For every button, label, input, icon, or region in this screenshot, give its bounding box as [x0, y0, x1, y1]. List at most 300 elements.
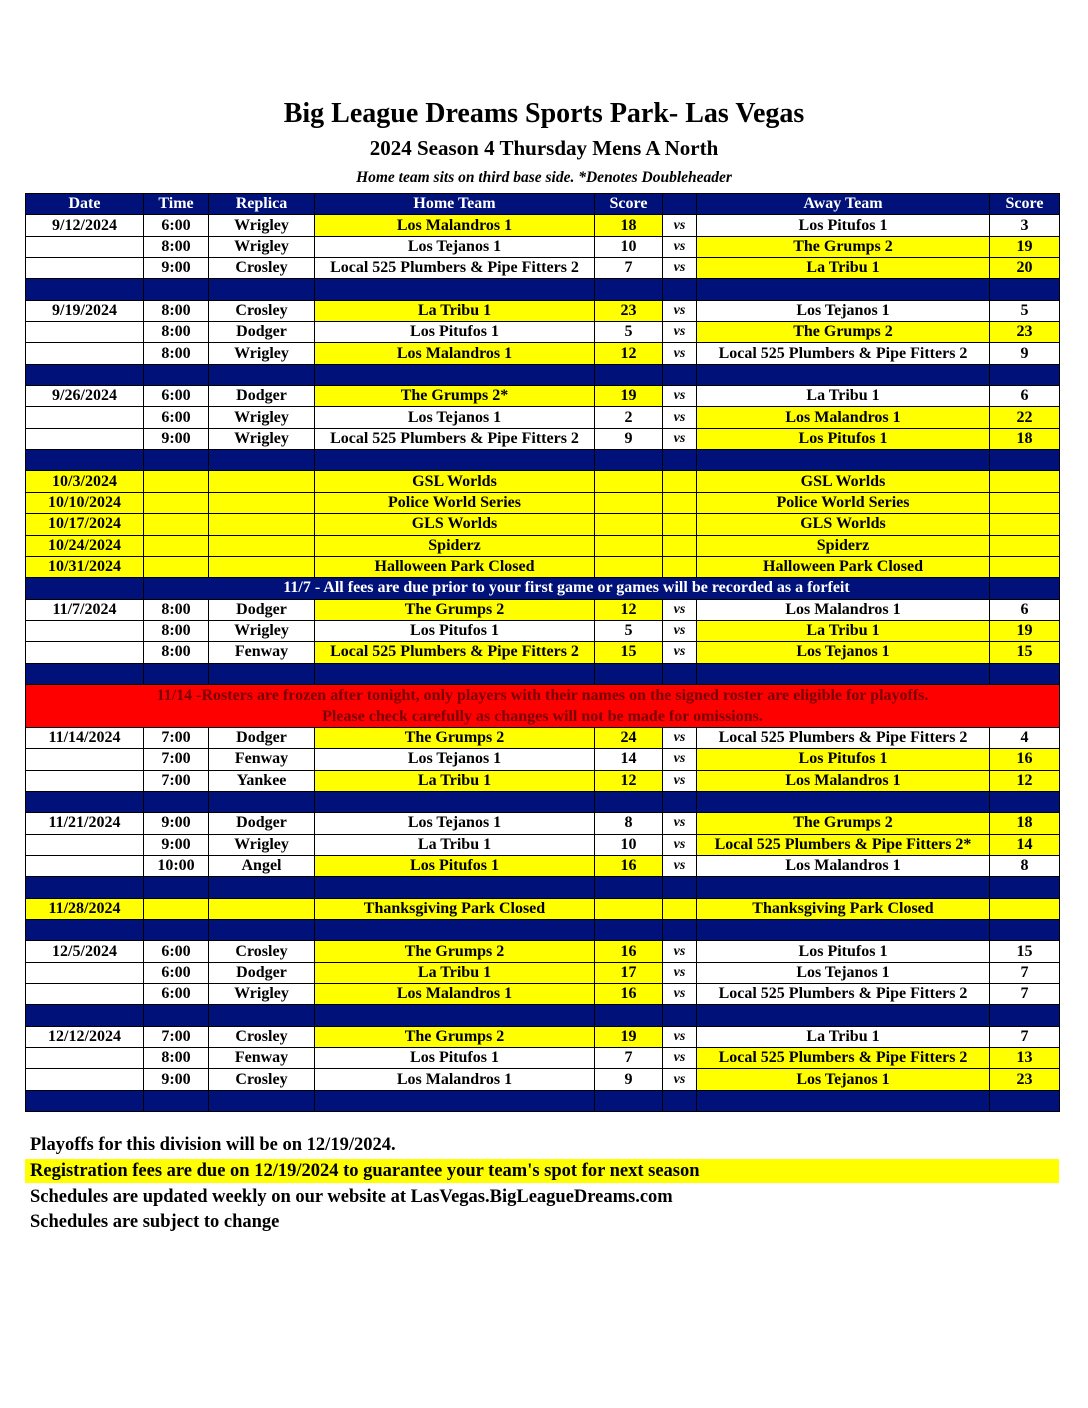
separator-cell: [315, 1090, 595, 1111]
field-replica: Wrigley: [209, 407, 315, 428]
empty-cell: [663, 556, 697, 577]
roster-alert-row: [26, 684, 1060, 727]
separator-cell: [209, 920, 315, 941]
field-replica: Angel: [209, 855, 315, 876]
home-team: Los Pitufos 1: [315, 620, 595, 641]
empty-cell: [209, 556, 315, 577]
game-row: [26, 834, 1060, 855]
empty-cell: [595, 471, 663, 492]
separator-cell: [663, 279, 697, 300]
separator-cell: [595, 279, 663, 300]
field-replica: Wrigley: [209, 215, 315, 236]
empty-cell: [209, 898, 315, 919]
away-team: Los Pitufos 1: [697, 749, 990, 770]
event-date: 11/28/2024: [26, 898, 144, 919]
home-team: Los Malandros 1: [315, 343, 595, 364]
event-away-label: Halloween Park Closed: [697, 556, 990, 577]
game-date: [26, 620, 144, 641]
vs-label: vs: [663, 813, 697, 834]
game-time: 6:00: [144, 984, 209, 1005]
game-row: [26, 813, 1060, 834]
vs-label: vs: [663, 322, 697, 343]
empty-cell: [144, 492, 209, 513]
home-score: 24: [595, 727, 663, 748]
separator-cell: [990, 1005, 1060, 1026]
game-date: 11/7/2024: [26, 599, 144, 620]
away-score: 23: [990, 1069, 1060, 1090]
vs-label: vs: [663, 386, 697, 407]
away-team: La Tribu 1: [697, 620, 990, 641]
vs-label: vs: [663, 407, 697, 428]
event-home-label: GSL Worlds: [315, 471, 595, 492]
fees-notice: 11/7 - All fees are due prior to your first game or games will be recorded as a forfeit: [144, 578, 990, 599]
separator-cell: [209, 663, 315, 684]
vs-label: vs: [663, 941, 697, 962]
away-team: Los Malandros 1: [697, 770, 990, 791]
separator-cell: [144, 1005, 209, 1026]
event-date: 10/17/2024: [26, 514, 144, 535]
away-score: 15: [990, 941, 1060, 962]
event-home-label: Spiderz: [315, 535, 595, 556]
game-row: [26, 215, 1060, 236]
separator-cell: [697, 1090, 990, 1111]
home-team: The Grumps 2: [315, 1026, 595, 1047]
separator-cell: [209, 1090, 315, 1111]
game-time: 9:00: [144, 813, 209, 834]
week-separator-row: [26, 450, 1060, 471]
game-time: 7:00: [144, 727, 209, 748]
away-team: Los Malandros 1: [697, 407, 990, 428]
empty-cell: [209, 514, 315, 535]
away-score: 18: [990, 813, 1060, 834]
separator-cell: [697, 364, 990, 385]
away-score: 9: [990, 343, 1060, 364]
event-away-label: Police World Series: [697, 492, 990, 513]
home-score: 7: [595, 258, 663, 279]
col-header-time: Time: [144, 194, 209, 215]
game-row: [26, 727, 1060, 748]
col-header-replica: Replica: [209, 194, 315, 215]
registration-note: Registration fees are due on 12/19/2024 to guarantee your team's spot for next season: [25, 1159, 1059, 1183]
game-date: [26, 343, 144, 364]
game-row: [26, 770, 1060, 791]
away-team: Los Pitufos 1: [697, 941, 990, 962]
game-row: [26, 855, 1060, 876]
vs-label: vs: [663, 770, 697, 791]
roster-alert-line: 11/14 -Rosters are frozen after tonight, only players with their names on the signed roster are eligible for playoffs.: [156, 686, 929, 704]
empty-cell: [144, 514, 209, 535]
away-score: 19: [990, 620, 1060, 641]
week-separator-row: [26, 279, 1060, 300]
game-time: 9:00: [144, 1069, 209, 1090]
separator-cell: [144, 920, 209, 941]
fees-notice-row: [26, 578, 1060, 599]
away-score: 16: [990, 749, 1060, 770]
separator-cell: [144, 364, 209, 385]
home-score: 16: [595, 941, 663, 962]
separator-cell: [990, 364, 1060, 385]
separator-cell: [315, 450, 595, 471]
game-row: [26, 258, 1060, 279]
separator-cell: [209, 450, 315, 471]
field-replica: Dodger: [209, 599, 315, 620]
event-away-label: Spiderz: [697, 535, 990, 556]
home-team: La Tribu 1: [315, 300, 595, 321]
away-score: 7: [990, 962, 1060, 983]
game-row: [26, 322, 1060, 343]
empty-cell: [595, 556, 663, 577]
away-score: 6: [990, 599, 1060, 620]
empty-cell: [209, 492, 315, 513]
separator-cell: [990, 920, 1060, 941]
vs-label: vs: [663, 300, 697, 321]
game-date: [26, 258, 144, 279]
event-home-label: Halloween Park Closed: [315, 556, 595, 577]
week-separator-row: [26, 791, 1060, 812]
empty-cell: [595, 514, 663, 535]
separator-cell: [26, 663, 144, 684]
empty-cell: [144, 471, 209, 492]
home-score: 18: [595, 215, 663, 236]
home-score: 5: [595, 322, 663, 343]
away-team: The Grumps 2: [697, 236, 990, 257]
game-row: [26, 1069, 1060, 1090]
away-score: 7: [990, 1026, 1060, 1047]
game-date: [26, 749, 144, 770]
game-row: [26, 941, 1060, 962]
game-row: [26, 984, 1060, 1005]
empty-cell: [990, 898, 1060, 919]
game-row: [26, 962, 1060, 983]
empty-cell: [26, 578, 144, 599]
website-note: Schedules are updated weekly on our website at LasVegas.BigLeagueDreams.com: [30, 1187, 673, 1207]
game-row: [26, 1026, 1060, 1047]
game-row: [26, 642, 1060, 663]
separator-cell: [144, 279, 209, 300]
separator-cell: [663, 877, 697, 898]
game-row: [26, 343, 1060, 364]
col-header-date: Date: [26, 194, 144, 215]
home-score: 2: [595, 407, 663, 428]
separator-cell: [663, 450, 697, 471]
vs-label: vs: [663, 428, 697, 449]
empty-cell: [990, 556, 1060, 577]
away-score: 8: [990, 855, 1060, 876]
disclaimer-note: Schedules are subject to change: [30, 1212, 280, 1232]
separator-cell: [144, 1090, 209, 1111]
separator-cell: [209, 877, 315, 898]
game-time: 8:00: [144, 322, 209, 343]
away-team: Los Malandros 1: [697, 599, 990, 620]
empty-cell: [595, 898, 663, 919]
vs-label: vs: [663, 855, 697, 876]
game-date: [26, 428, 144, 449]
home-score: 17: [595, 962, 663, 983]
field-replica: Dodger: [209, 727, 315, 748]
game-time: 6:00: [144, 386, 209, 407]
field-replica: Dodger: [209, 813, 315, 834]
separator-cell: [595, 1090, 663, 1111]
away-score: 18: [990, 428, 1060, 449]
vs-label: vs: [663, 749, 697, 770]
game-time: 8:00: [144, 300, 209, 321]
home-team: Los Malandros 1: [315, 984, 595, 1005]
game-date: [26, 642, 144, 663]
away-team: La Tribu 1: [697, 1026, 990, 1047]
away-score: 7: [990, 984, 1060, 1005]
vs-label: vs: [663, 834, 697, 855]
empty-cell: [144, 898, 209, 919]
away-team: Local 525 Plumbers & Pipe Fitters 2: [697, 343, 990, 364]
game-row: [26, 620, 1060, 641]
col-header-home-team: Home Team: [315, 194, 595, 215]
vs-label: vs: [663, 1026, 697, 1047]
event-row: [26, 898, 1060, 919]
separator-cell: [209, 279, 315, 300]
separator-cell: [26, 1090, 144, 1111]
event-date: 10/31/2024: [26, 556, 144, 577]
game-time: 6:00: [144, 215, 209, 236]
event-home-label: Police World Series: [315, 492, 595, 513]
home-team: Los Malandros 1: [315, 215, 595, 236]
event-away-label: Thanksgiving Park Closed: [697, 898, 990, 919]
event-date: 10/24/2024: [26, 535, 144, 556]
vs-label: vs: [663, 962, 697, 983]
home-team: Los Pitufos 1: [315, 322, 595, 343]
separator-cell: [26, 1005, 144, 1026]
game-time: 7:00: [144, 749, 209, 770]
week-separator-row: [26, 877, 1060, 898]
schedule-table: [25, 193, 1060, 1112]
separator-cell: [990, 791, 1060, 812]
away-team: Local 525 Plumbers & Pipe Fitters 2: [697, 1048, 990, 1069]
week-separator-row: [26, 1005, 1060, 1026]
game-row: [26, 599, 1060, 620]
home-score: 12: [595, 343, 663, 364]
away-team: Los Pitufos 1: [697, 428, 990, 449]
game-time: 8:00: [144, 236, 209, 257]
vs-label: vs: [663, 642, 697, 663]
separator-cell: [315, 920, 595, 941]
away-team: Local 525 Plumbers & Pipe Fitters 2: [697, 984, 990, 1005]
field-replica: Crosley: [209, 941, 315, 962]
event-date: 10/10/2024: [26, 492, 144, 513]
home-score: 16: [595, 855, 663, 876]
vs-label: vs: [663, 727, 697, 748]
game-date: [26, 855, 144, 876]
col-header-home-score: Score: [595, 194, 663, 215]
home-team: Los Malandros 1: [315, 1069, 595, 1090]
game-time: 6:00: [144, 962, 209, 983]
game-time: 7:00: [144, 1026, 209, 1047]
separator-cell: [990, 450, 1060, 471]
vs-label: vs: [663, 236, 697, 257]
separator-cell: [990, 1090, 1060, 1111]
game-row: [26, 407, 1060, 428]
separator-cell: [26, 364, 144, 385]
separator-cell: [26, 791, 144, 812]
field-replica: Wrigley: [209, 236, 315, 257]
vs-label: vs: [663, 215, 697, 236]
separator-cell: [697, 877, 990, 898]
separator-cell: [697, 791, 990, 812]
empty-cell: [144, 556, 209, 577]
home-score: 19: [595, 1026, 663, 1047]
field-replica: Wrigley: [209, 620, 315, 641]
game-time: 8:00: [144, 599, 209, 620]
away-team: Los Tejanos 1: [697, 300, 990, 321]
vs-label: vs: [663, 984, 697, 1005]
separator-cell: [26, 450, 144, 471]
game-date: [26, 1069, 144, 1090]
field-replica: Yankee: [209, 770, 315, 791]
separator-cell: [209, 791, 315, 812]
col-header-vs: [663, 194, 697, 215]
home-team: La Tribu 1: [315, 834, 595, 855]
game-time: 6:00: [144, 941, 209, 962]
separator-cell: [697, 920, 990, 941]
away-score: 22: [990, 407, 1060, 428]
empty-cell: [990, 492, 1060, 513]
home-score: 14: [595, 749, 663, 770]
separator-cell: [663, 364, 697, 385]
empty-cell: [663, 471, 697, 492]
empty-cell: [209, 471, 315, 492]
field-replica: Wrigley: [209, 343, 315, 364]
field-replica: Dodger: [209, 322, 315, 343]
away-score: 15: [990, 642, 1060, 663]
home-team: Los Tejanos 1: [315, 236, 595, 257]
event-home-label: GLS Worlds: [315, 514, 595, 535]
roster-alert-line: Please check carefully as changes will not be made for omissions.: [322, 707, 763, 725]
game-date: 9/19/2024: [26, 300, 144, 321]
game-date: [26, 834, 144, 855]
away-team: Local 525 Plumbers & Pipe Fitters 2: [697, 727, 990, 748]
event-row: [26, 471, 1060, 492]
empty-cell: [595, 535, 663, 556]
event-row: [26, 535, 1060, 556]
event-row: [26, 556, 1060, 577]
home-score: 12: [595, 770, 663, 791]
empty-cell: [209, 535, 315, 556]
game-time: 8:00: [144, 1048, 209, 1069]
home-team: Local 525 Plumbers & Pipe Fitters 2: [315, 642, 595, 663]
empty-cell: [663, 514, 697, 535]
doubleheader-note: Home team sits on third base side. *Denotes Doubleheader: [356, 169, 732, 186]
event-home-label: Thanksgiving Park Closed: [315, 898, 595, 919]
home-team: La Tribu 1: [315, 770, 595, 791]
field-replica: Crosley: [209, 258, 315, 279]
separator-cell: [595, 364, 663, 385]
week-separator-row: [26, 920, 1060, 941]
separator-cell: [663, 920, 697, 941]
field-replica: Wrigley: [209, 428, 315, 449]
game-date: [26, 407, 144, 428]
game-time: 8:00: [144, 642, 209, 663]
separator-cell: [663, 1005, 697, 1026]
home-score: 10: [595, 236, 663, 257]
field-replica: Fenway: [209, 642, 315, 663]
home-score: 23: [595, 300, 663, 321]
home-team: The Grumps 2: [315, 941, 595, 962]
home-score: 9: [595, 428, 663, 449]
home-score: 12: [595, 599, 663, 620]
game-row: [26, 386, 1060, 407]
away-score: 23: [990, 322, 1060, 343]
game-date: [26, 770, 144, 791]
away-score: 5: [990, 300, 1060, 321]
event-row: [26, 492, 1060, 513]
event-away-label: GSL Worlds: [697, 471, 990, 492]
game-time: 8:00: [144, 343, 209, 364]
game-date: 12/12/2024: [26, 1026, 144, 1047]
away-score: 6: [990, 386, 1060, 407]
separator-cell: [595, 791, 663, 812]
away-team: La Tribu 1: [697, 386, 990, 407]
empty-cell: [990, 578, 1060, 599]
home-score: 8: [595, 813, 663, 834]
away-team: Los Tejanos 1: [697, 962, 990, 983]
separator-cell: [315, 663, 595, 684]
game-row: [26, 428, 1060, 449]
separator-cell: [697, 663, 990, 684]
separator-cell: [144, 877, 209, 898]
separator-cell: [144, 663, 209, 684]
game-time: 7:00: [144, 770, 209, 791]
game-time: 9:00: [144, 258, 209, 279]
vs-label: vs: [663, 343, 697, 364]
playoffs-note: Playoffs for this division will be on 12/19/2024.: [30, 1135, 396, 1155]
away-score: 20: [990, 258, 1060, 279]
separator-cell: [315, 279, 595, 300]
away-team: Local 525 Plumbers & Pipe Fitters 2*: [697, 834, 990, 855]
separator-cell: [697, 279, 990, 300]
home-score: 9: [595, 1069, 663, 1090]
home-team: Los Tejanos 1: [315, 407, 595, 428]
roster-alert: [26, 684, 1060, 727]
separator-cell: [990, 877, 1060, 898]
game-row: [26, 236, 1060, 257]
field-replica: Dodger: [209, 962, 315, 983]
home-team: Los Tejanos 1: [315, 813, 595, 834]
away-team: La Tribu 1: [697, 258, 990, 279]
separator-cell: [26, 877, 144, 898]
separator-cell: [315, 877, 595, 898]
vs-label: vs: [663, 1048, 697, 1069]
separator-cell: [209, 364, 315, 385]
page-subtitle: 2024 Season 4 Thursday Mens A North: [369, 136, 719, 160]
event-row: [26, 514, 1060, 535]
field-replica: Fenway: [209, 1048, 315, 1069]
separator-cell: [26, 279, 144, 300]
game-time: 6:00: [144, 407, 209, 428]
game-date: 9/26/2024: [26, 386, 144, 407]
separator-cell: [315, 364, 595, 385]
vs-label: vs: [663, 1069, 697, 1090]
separator-cell: [663, 1090, 697, 1111]
week-separator-row: [26, 1090, 1060, 1111]
separator-cell: [595, 1005, 663, 1026]
empty-cell: [663, 898, 697, 919]
field-replica: Dodger: [209, 386, 315, 407]
game-time: 9:00: [144, 428, 209, 449]
away-score: 4: [990, 727, 1060, 748]
game-row: [26, 1048, 1060, 1069]
table-header-row: [26, 194, 1060, 215]
col-header-away-score: Score: [990, 194, 1060, 215]
home-team: The Grumps 2: [315, 599, 595, 620]
empty-cell: [990, 471, 1060, 492]
